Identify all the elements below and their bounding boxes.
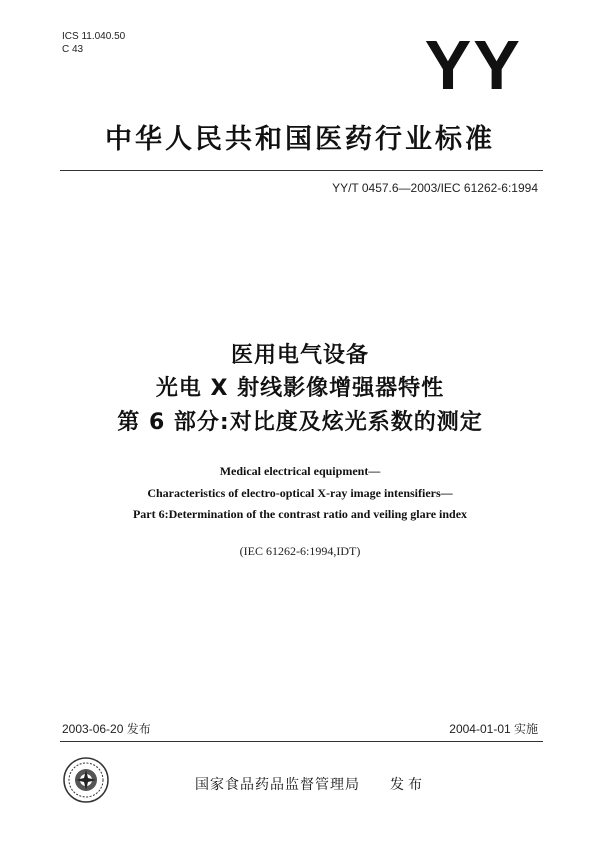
implement-date: 2004-01-01 实施 bbox=[449, 722, 538, 736]
title-cn-line-1: 医用电气设备 bbox=[230, 343, 369, 368]
issuing-authority: 国家食品药品监督管理局 bbox=[195, 777, 360, 793]
title-cn-line-3: 第 6 部分:对比度及炫光系数的测定 bbox=[117, 410, 483, 435]
footer-divider bbox=[60, 741, 543, 742]
header-divider bbox=[60, 170, 543, 171]
ics-code: ICS 11.040.50 bbox=[62, 31, 126, 42]
yy-logo: YY bbox=[424, 26, 522, 104]
title-en-line-1: Medical electrical equipment— bbox=[219, 464, 381, 478]
adoption-note: (IEC 61262-6:1994,IDT) bbox=[239, 544, 361, 558]
title-en-line-3: Part 6:Determination of the contrast ratio and veiling glare index bbox=[132, 507, 468, 521]
standard-title: 中华人民共和国医药行业标准 bbox=[105, 124, 495, 155]
title-en-line-2: Characteristics of electro-optical X-ray image intensifiers— bbox=[147, 486, 453, 500]
title-cn-line-2: 光电 X 射线影像增强器特性 bbox=[155, 376, 445, 401]
agency-seal-icon bbox=[62, 756, 110, 804]
classification-codes bbox=[62, 30, 125, 56]
ccs-code: C 43 bbox=[62, 44, 84, 55]
standard-code: YY/T 0457.6—2003/IEC 61262-6:1994 bbox=[332, 181, 538, 195]
issue-label: 发布 bbox=[390, 777, 426, 793]
publish-date: 2003-06-20 发布 bbox=[62, 722, 151, 736]
